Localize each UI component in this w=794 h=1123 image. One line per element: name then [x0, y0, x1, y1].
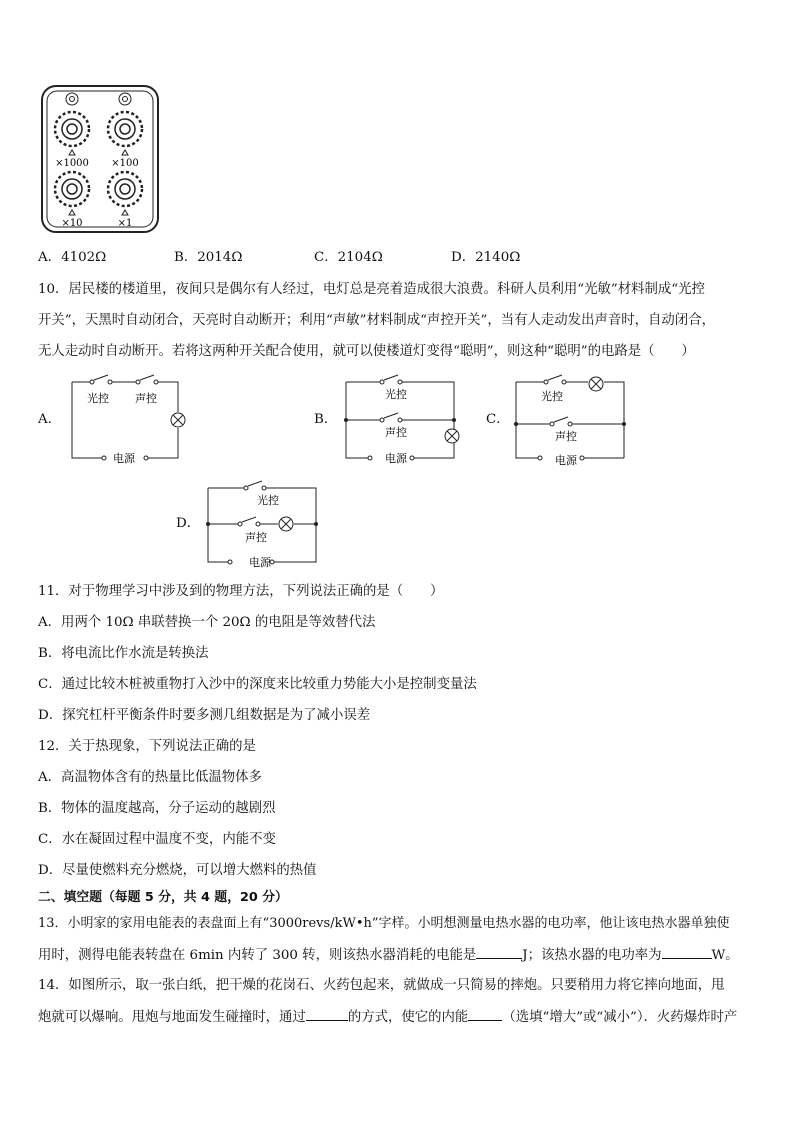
circuit-a	[66, 372, 186, 468]
svg-text:声控: 声控	[245, 531, 267, 544]
q11-stem: 11．对于物理学习中涉及到的物理方法，下列说法正确的是（ ）	[38, 584, 444, 599]
dial-label-1000: ×1000	[55, 158, 89, 169]
q9-option-a: A．4102Ω	[38, 250, 107, 265]
q10-option-c-key: C．	[486, 412, 510, 427]
q11-option-c: C．通过比较木桩被重物打入沙中的深度来比较重力势能大小是控制变量法	[38, 677, 477, 692]
svg-text:声控: 声控	[135, 392, 157, 405]
svg-text:声控: 声控	[555, 430, 577, 443]
q10-stem-line3: 无人走动时自动断开。若将这两种开关配合使用，就可以使楼道灯变得“聪明”，则这种“聪明”的电路是（ ）	[38, 344, 695, 359]
circuit-c	[510, 372, 634, 468]
q9-option-c: C．2104Ω	[314, 250, 383, 265]
q9-option-d: D．2140Ω	[451, 250, 521, 265]
q14-line1: 14．如图所示，取一张白纸，把干燥的花岗石、火药包起来，就做成一只简易的摔炮。只要稍用力将它摔向地面，甩	[38, 978, 725, 993]
q12-option-a: A．高温物体含有的热量比低温物体多	[38, 770, 262, 785]
q14-blank-change[interactable]	[468, 1007, 502, 1021]
q13-blank-energy[interactable]	[476, 945, 522, 959]
q14-line2: 炮就可以爆响。甩炮与地面发生碰撞时，通过 的方式，使它的内能 （选填“增大”或“减小”）．火药爆炸时产	[38, 1007, 737, 1028]
q12-option-d: D．尽量使燃料充分燃烧，可以增大燃料的热值	[38, 863, 317, 878]
circuit-d	[204, 478, 324, 574]
dial-label-100: ×100	[111, 158, 139, 169]
svg-text:声控: 声控	[385, 426, 407, 439]
q13-line1: 13．小明家的家用电能表的表盘面上有“3000revs/kW•h”字样。小明想测量电热水器的电功率，他让该电热水器单独使	[38, 916, 730, 931]
q11-option-b: B．将电流比作水流是转换法	[38, 646, 209, 661]
q9-option-b: B．2014Ω	[174, 250, 243, 265]
dial-label-10: ×10	[61, 218, 83, 229]
q13-blank-power[interactable]	[662, 945, 712, 959]
q13-line2: 用时，测得电能表转盘在 6min 内转了 300 转，则该热水器消耗的电能是 J；该热水器的电功率为 W。	[38, 945, 739, 966]
q11-option-a: A．用两个 10Ω 串联替换一个 20Ω 的电阻是等效替代法	[38, 615, 376, 630]
svg-text:电源: 电源	[113, 452, 135, 465]
q11-option-d: D．探究杠杆平衡条件时要多测几组数据是为了减小误差	[38, 708, 371, 723]
q12-option-c: C．水在凝固过程中温度不变，内能不变	[38, 832, 276, 847]
svg-text:光控: 光控	[87, 392, 109, 405]
q12-stem: 12．关于热现象，下列说法正确的是	[38, 739, 256, 754]
svg-text:电源: 电源	[385, 452, 407, 465]
circuit-b	[340, 372, 464, 468]
svg-text:光控: 光控	[541, 390, 563, 403]
q10-stem-line2: 开关”，天黑时自动闭合，天亮时自动断开；利用“声敏”材料制成“声控开关”，当有人走动发出声音时，自动闭合，	[38, 313, 715, 328]
q10-option-b-key: B．	[314, 412, 338, 427]
q10-stem-line1: 10．居民楼的楼道里，夜间只是偶尔有人经过，电灯总是亮着造成很大浪费。科研人员利用“光敏”材料制成“光控	[38, 282, 705, 297]
resistor-box-figure	[38, 84, 162, 236]
svg-text:光控: 光控	[257, 494, 279, 507]
q14-blank-method[interactable]	[306, 1007, 348, 1021]
q10-option-d-key: D．	[176, 516, 201, 531]
svg-text:电源: 电源	[555, 454, 577, 467]
svg-text:光控: 光控	[385, 388, 407, 401]
svg-text:电源: 电源	[249, 556, 271, 569]
section-2-title: 二、填空题（每题 5 分，共 4 题，20 分）	[38, 890, 288, 905]
q10-option-a-key: A．	[38, 412, 62, 427]
dial-label-1: ×1	[117, 218, 133, 229]
q12-option-b: B．物体的温度越高，分子运动的越剧烈	[38, 801, 276, 816]
